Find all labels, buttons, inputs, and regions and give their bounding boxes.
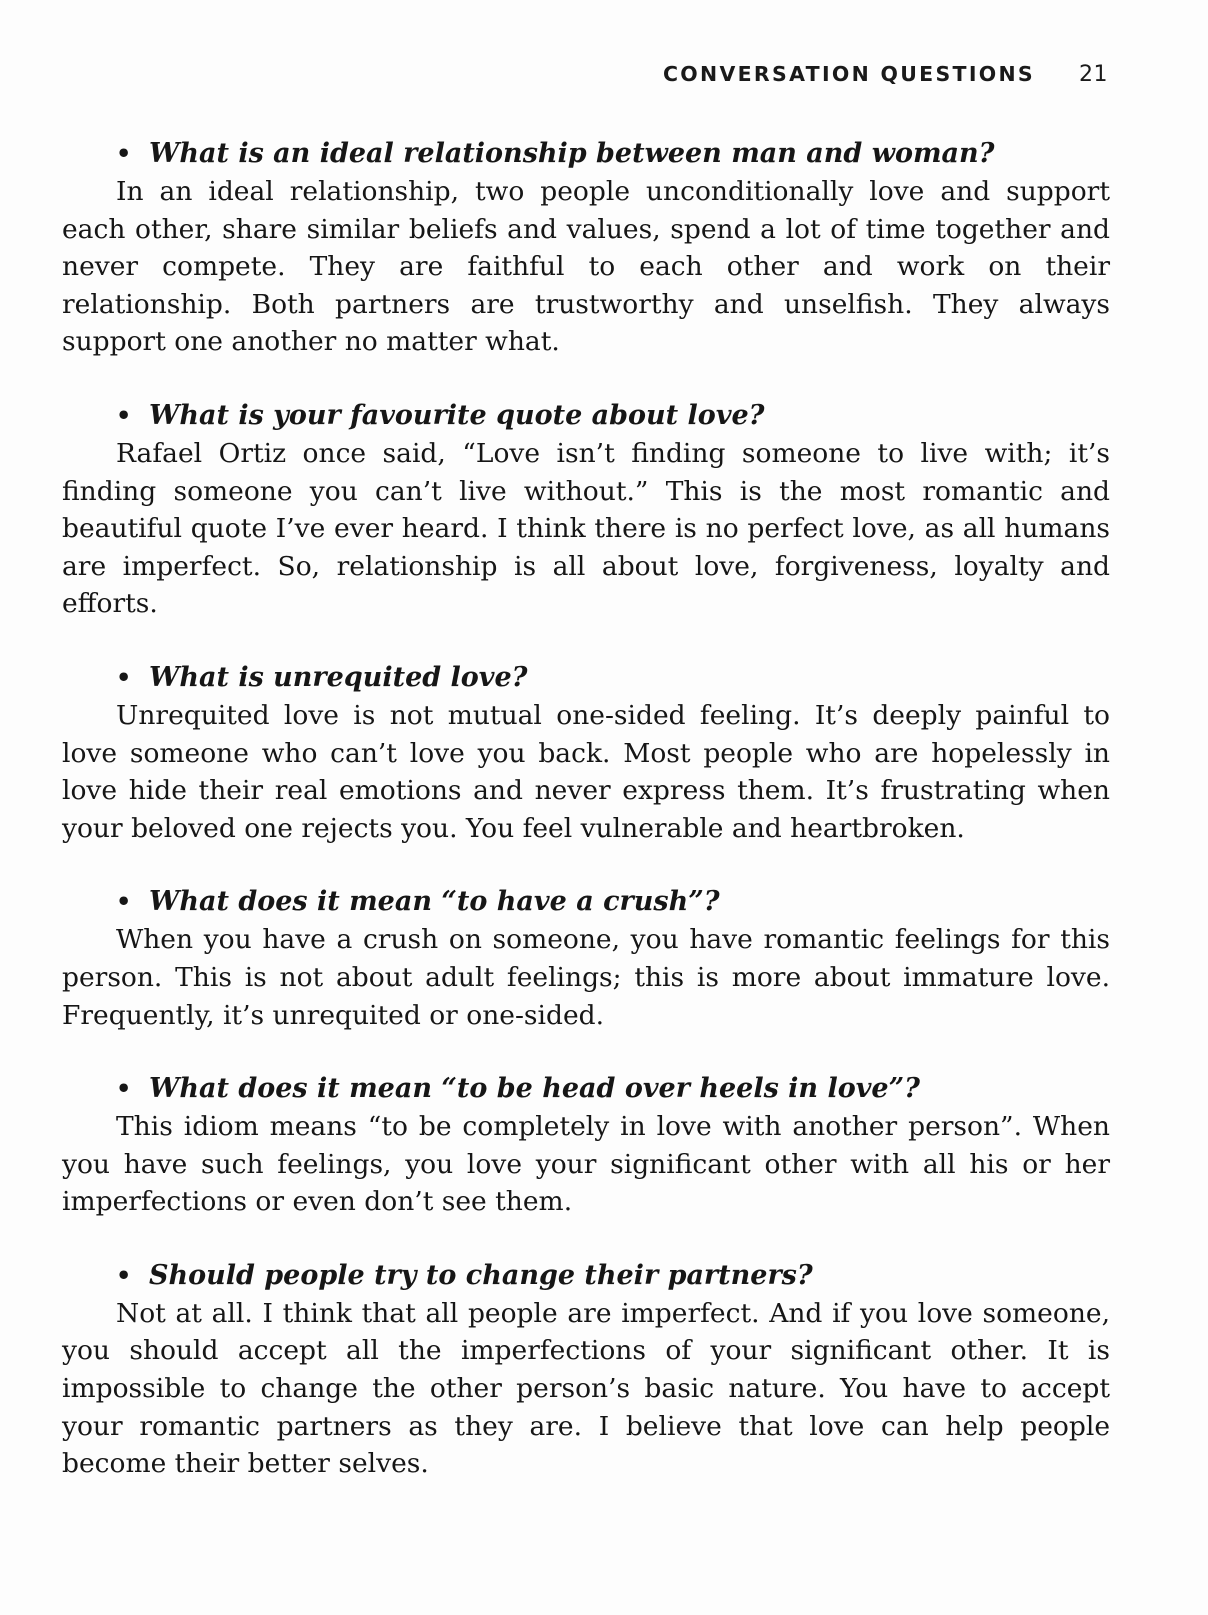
answer-paragraph: Not at all. I think that all people are imperfect. And if you love someone, you should accept all the imperfections of your significant other. It is impossible to change the other person’s basic nature. You have to accept your romantic partners as they are. I believe that love can help people become their better selves. — [62, 1297, 1110, 1480]
bullet-icon: • — [116, 400, 132, 430]
question-heading — [62, 659, 1110, 697]
question-text: Should people try to change their partners? — [149, 1259, 813, 1291]
qa-item-1 — [62, 135, 1110, 361]
question-text: What does it mean “to have a crush”? — [149, 886, 720, 918]
bullet-icon: • — [116, 887, 132, 917]
answer-paragraph: This idiom means “to be completely in love with another person”. When you have such feelings, you love your significant other with all his or her imperfections or even don’t see them. — [62, 1111, 1110, 1218]
running-head — [663, 62, 1108, 87]
qa-item-5 — [62, 1070, 1110, 1221]
section-title: CONVERSATION QUESTIONS — [662, 62, 1035, 86]
question-text: What does it mean “to be head over heels in love”? — [149, 1073, 920, 1105]
page-content — [62, 135, 1110, 1519]
qa-item-2 — [62, 397, 1110, 623]
answer-paragraph: Rafael Ortiz once said, “Love isn’t finding someone to live with; it’s finding someone you can’t live without.” This is the most romantic and beautiful quote I’ve ever heard. I think there is no perfect love, as all humans are imperfect. So, relationship is all about love, forgiveness, loyalty and efforts. — [62, 437, 1110, 620]
question-text: What is an ideal relationship between man and woman? — [149, 138, 995, 169]
bullet-icon: • — [116, 139, 132, 168]
question-heading — [62, 1257, 1110, 1295]
question-heading — [62, 883, 1110, 921]
page-number: 21 — [1079, 62, 1108, 87]
question-text: What is your favourite quote about love? — [149, 399, 765, 431]
question-heading — [62, 397, 1110, 435]
qa-item-3 — [62, 659, 1110, 847]
bullet-icon: • — [116, 662, 132, 692]
question-text: What is unrequited love? — [149, 661, 528, 693]
qa-item-6 — [62, 1257, 1110, 1483]
qa-item-4 — [62, 883, 1110, 1034]
question-heading — [62, 1070, 1110, 1108]
bullet-icon: • — [116, 1074, 132, 1104]
answer-paragraph: Unrequited love is not mutual one-sided feeling. It’s deeply painful to love someone who can’t love you back. Most people who are hopelessly in love hide their real emotions and never express them. It’s frustrating when your beloved one rejects you. You feel vulnerable and heartbroken. — [62, 699, 1110, 844]
answer-paragraph: When you have a crush on someone, you have romantic feelings for this person. This is not about adult feelings; this is more about immature love. Frequently, it’s unrequited or one-sided. — [62, 924, 1110, 1031]
bullet-icon: • — [116, 1260, 132, 1290]
answer-paragraph: In an ideal relationship, two people unconditionally love and support each other, share similar beliefs and values, spend a lot of time together and never compete. They are faithful to each other and work on their relationship. Both partners are trustworthy and unselfish. They always support one another no matter what. — [62, 176, 1110, 358]
question-heading — [62, 135, 1110, 173]
